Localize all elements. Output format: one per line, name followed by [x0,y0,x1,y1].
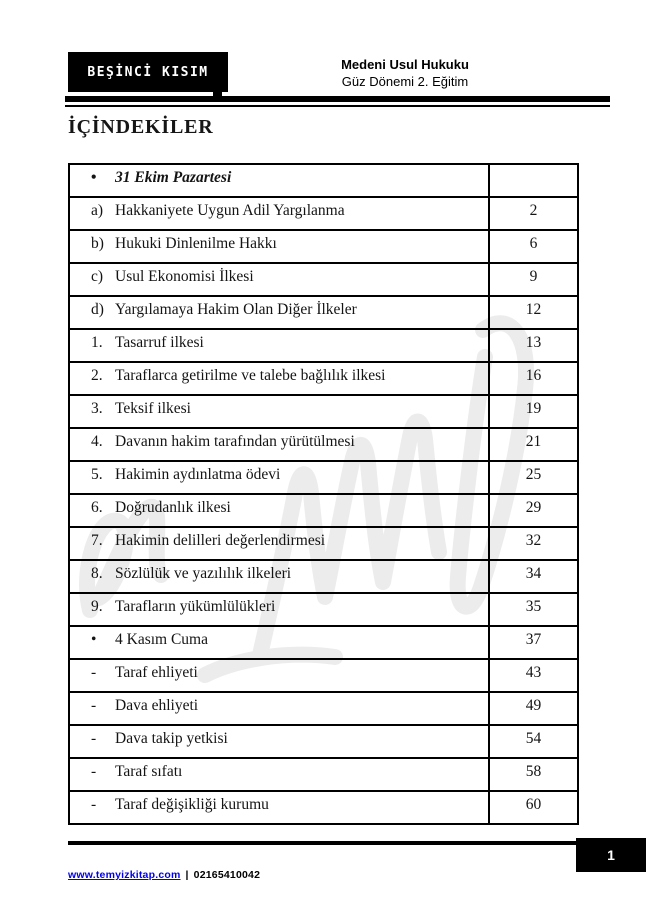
website-link[interactable]: www.temyizkitap.com [68,869,181,881]
toc-row [70,726,577,759]
toc-row-page: 60 [525,796,542,813]
toc-row-marker: - [91,697,97,714]
toc-row [70,594,577,627]
toc-row-marker: 8. [91,565,103,582]
section-banner-label: BEŞİNCİ KISIM [87,64,209,80]
toc-row-label: Sözlülük ve yazılılık ilkeleri [115,565,292,582]
toc-row-marker: 4. [91,433,103,450]
toc-row-label: Davanın hakim tarafından yürütülmesi [115,433,355,450]
toc-row-marker: 6. [91,499,103,516]
toc-row-label: Taraf ehliyeti [115,664,198,681]
toc-row-entry [70,231,490,262]
toc-row-label: 31 Ekim Pazartesi [115,169,232,186]
toc-row-label: Hakkaniyete Uygun Adil Yargılanma [115,202,345,219]
toc-row [70,660,577,693]
toc-row-page: 25 [525,466,542,483]
header-rule [65,96,610,107]
toc-row-page: 12 [525,301,542,318]
toc-row [70,627,577,660]
toc-row-page: 2 [529,202,538,219]
toc-row [70,462,577,495]
toc-row-label: Yargılamaya Hakim Olan Diğer İlkeler [115,301,357,318]
toc-row [70,297,577,330]
toc-row-entry [70,561,490,592]
toc-row-marker: b) [91,235,104,252]
toc-row-page: 32 [525,532,542,549]
course-title: Medeni Usul Hukuku [341,57,469,72]
toc-row [70,165,577,198]
toc-row-page: 6 [529,235,538,252]
toc-row [70,495,577,528]
toc-row-marker: - [91,730,97,747]
course-header [280,56,530,90]
toc-row-label: Doğrudanlık ilkesi [115,499,231,516]
toc-row-page: 58 [525,763,542,780]
page-title: İÇİNDEKİLER [68,116,214,138]
toc-row-entry [70,759,490,790]
toc-row-label: Hakimin aydınlatma ödevi [115,466,281,483]
toc-row-entry [70,594,490,625]
toc-row-marker: - [91,796,97,813]
toc-row-marker: a) [91,202,104,219]
section-banner [68,52,228,92]
toc-row-marker: - [91,664,97,681]
toc-row-marker: • [91,631,97,648]
toc-row [70,330,577,363]
toc-row-label: Hukuki Dinlenilme Hakkı [115,235,277,252]
page-number: 1 [607,847,615,863]
footer-phone: 02165410042 [193,869,261,881]
toc-row [70,198,577,231]
toc-row [70,792,577,823]
toc-row-entry [70,297,490,328]
toc-row-page: 49 [525,697,542,714]
toc-row [70,528,577,561]
toc-row-label: Teksif ilkesi [115,400,191,417]
toc-row-label: Taraf değişikliği kurumu [115,796,269,813]
toc-row-entry [70,264,490,295]
toc-row-marker: d) [91,301,104,318]
toc-row-label: Hakimin delilleri değerlendirmesi [115,532,326,549]
toc-row-marker: 2. [91,367,103,384]
toc-row-marker: - [91,763,97,780]
page-number-badge [576,838,646,872]
toc-table [68,163,579,825]
toc-row [70,429,577,462]
toc-row-entry [70,429,490,460]
toc-row [70,561,577,594]
toc-row-entry [70,462,490,493]
toc-row-page [490,165,577,196]
footer [68,869,260,881]
footer-separator: | [185,869,189,881]
toc-row-marker: 7. [91,532,103,549]
toc-row-label: 4 Kasım Cuma [115,631,208,648]
toc-row-entry [70,693,490,724]
toc-row-page: 43 [525,664,542,681]
toc-row [70,759,577,792]
toc-row [70,264,577,297]
toc-row-page: 21 [525,433,542,450]
toc-row-entry [70,660,490,691]
section-banner-tab [213,92,222,98]
toc-row-marker: 5. [91,466,103,483]
toc-row [70,396,577,429]
toc-row-label: Tarafların yükümlülükleri [115,598,276,615]
toc-row-page: 54 [525,730,542,747]
toc-row-entry [70,165,490,196]
toc-row-page: 29 [525,499,542,516]
toc-row-page: 19 [525,400,542,417]
toc-row-entry [70,792,490,823]
toc-row-marker: 1. [91,334,103,351]
toc-row-entry [70,726,490,757]
toc-row [70,363,577,396]
toc-row-label: Usul Ekonomisi İlkesi [115,268,254,285]
toc-row-page: 35 [525,598,542,615]
course-subtitle: Güz Dönemi 2. Eğitim [341,74,469,89]
toc-row-page: 9 [529,268,538,285]
toc-row-label: Taraflarca getirilme ve talebe bağlılık ilkesi [115,367,386,384]
footer-rule [68,841,578,845]
toc-row-marker: 3. [91,400,103,417]
toc-row-page: 16 [525,367,542,384]
toc-row-entry [70,330,490,361]
toc-row [70,693,577,726]
toc-row-label: Taraf sıfatı [115,763,183,780]
toc-row-label: Tasarruf ilkesi [115,334,204,351]
toc-row-page: 37 [525,631,542,648]
toc-row-entry [70,528,490,559]
toc-row-entry [70,198,490,229]
toc-row-page: 34 [525,565,542,582]
toc-row-marker: • [91,169,97,186]
toc-row-entry [70,396,490,427]
toc-row [70,231,577,264]
toc-row-label: Dava takip yetkisi [115,730,228,747]
toc-row-entry [70,363,490,394]
toc-row-entry [70,495,490,526]
toc-row-entry [70,627,490,658]
toc-row-label: Dava ehliyeti [115,697,199,714]
toc-row-marker: 9. [91,598,103,615]
toc-row-page: 13 [525,334,542,351]
toc-row-marker: c) [91,268,104,285]
